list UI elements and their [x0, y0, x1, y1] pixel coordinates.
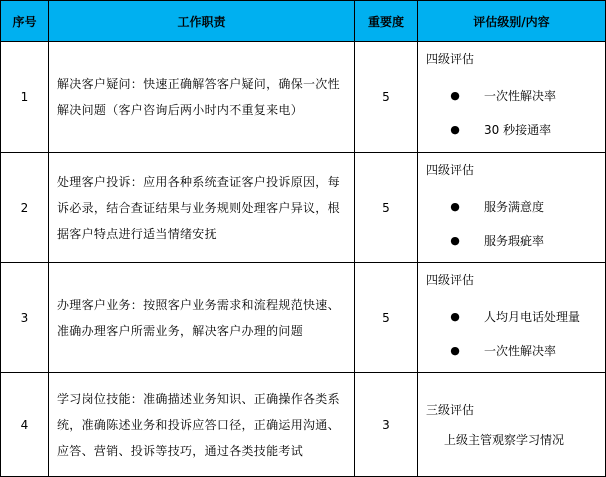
table-row [1, 373, 606, 477]
evaluation-item-text: 服务满意度 [484, 199, 545, 214]
evaluation-level: 四级评估 [426, 52, 475, 66]
row-duty: 解决客户疑问：快速正确解答客户疑问，确保一次性解决问题（客户咨询后两小时内不重复来电） [49, 42, 355, 153]
row-importance: 5 [355, 263, 418, 373]
header-importance: 重要度 [355, 1, 418, 42]
header-evaluation: 评估级别/内容 [418, 1, 606, 42]
evaluation-item-text: 服务瑕疵率 [484, 233, 545, 248]
table-row [1, 153, 606, 263]
row-importance: 5 [355, 153, 418, 263]
row-duty: 处理客户投诉：应用各种系统查证客户投诉原因，每诉必录，结合查证结果与业务规则处理客户异议，根据客户特点进行适当情绪安抚 [49, 153, 355, 263]
evaluation-item-text: 上级主管观察学习情况 [444, 432, 565, 447]
row-number: 4 [1, 373, 49, 477]
header-duty: 工作职责 [49, 1, 355, 42]
evaluation-item-text: 一次性解决率 [484, 343, 557, 358]
evaluation-item [426, 333, 599, 367]
bullet-icon: ● [450, 122, 460, 136]
evaluation-level: 三级评估 [426, 402, 475, 417]
row-evaluation [418, 42, 606, 153]
row-number: 3 [1, 263, 49, 373]
evaluation-item [426, 78, 599, 112]
row-evaluation [418, 153, 606, 263]
row-number: 1 [1, 42, 49, 153]
row-importance: 5 [355, 42, 418, 153]
table-row [1, 263, 606, 373]
evaluation-level: 四级评估 [426, 273, 475, 287]
evaluation-item [426, 299, 599, 333]
bullet-icon: ● [450, 88, 460, 102]
evaluation-item [426, 112, 599, 146]
table-header-row [1, 1, 606, 42]
table-row [1, 42, 606, 153]
evaluation-item-text: 一次性解决率 [484, 88, 557, 103]
row-evaluation [418, 263, 606, 373]
bullet-icon: ● [450, 343, 460, 357]
row-importance: 3 [355, 373, 418, 477]
row-number: 2 [1, 153, 49, 263]
evaluation-item [426, 223, 599, 257]
header-number: 序号 [1, 1, 49, 42]
evaluation-level: 四级评估 [426, 163, 475, 177]
evaluation-item [426, 189, 599, 223]
bullet-icon: ● [450, 199, 460, 213]
row-duty: 学习岗位技能：准确描述业务知识、正确操作各类系统，准确陈述业务和投诉应答口径，正确运用沟通、应答、营销、投诉等技巧，通过各类技能考试 [49, 373, 355, 477]
row-duty: 办理客户业务：按照客户业务需求和流程规范快速、准确办理客户所需业务，解决客户办理的问题 [49, 263, 355, 373]
bullet-icon: ● [450, 309, 460, 323]
evaluation-item-text: 30 秒接通率 [484, 122, 552, 137]
bullet-icon: ● [450, 233, 460, 247]
row-evaluation [418, 373, 606, 477]
evaluation-item-text: 人均月电话处理量 [484, 309, 581, 324]
